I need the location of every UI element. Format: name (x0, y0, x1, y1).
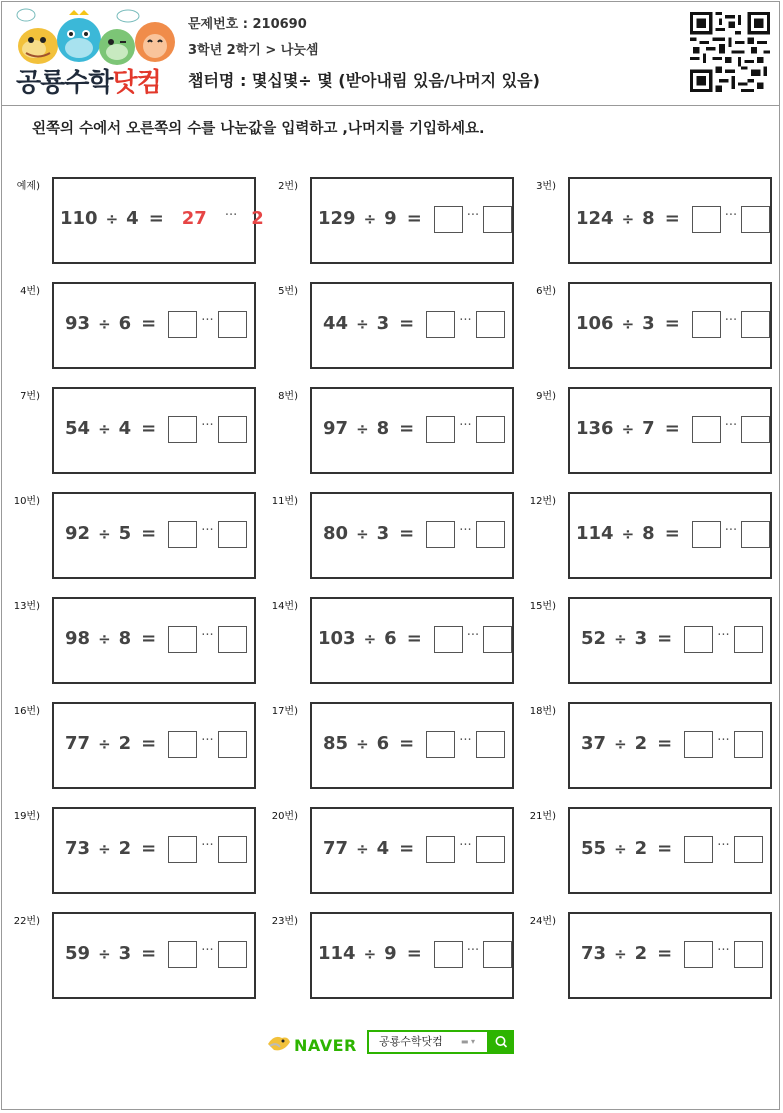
quotient-input[interactable] (692, 521, 721, 548)
problem-number: 22번) (13, 916, 40, 927)
site-logo[interactable] (12, 6, 175, 98)
problem-cell (271, 597, 538, 689)
dividend: 55 (581, 838, 607, 859)
quotient-input[interactable] (168, 311, 197, 338)
search-query: 공룡수학닷컴 (379, 1035, 443, 1048)
instruction-text: 왼쪽의 수에서 오른쪽의 수를 나눈값을 입력하고 ,나머지를 기입하세요. (32, 121, 485, 137)
problem-number: 12번) (529, 496, 556, 507)
division-equation (323, 833, 505, 865)
division-equation (323, 413, 505, 445)
problem-number: 7번) (20, 391, 40, 402)
quotient-answer: 27 (181, 208, 207, 229)
divisor: 4 (126, 208, 139, 229)
divide-sign: ÷ (614, 945, 627, 963)
division-equation (576, 413, 770, 445)
division-equation (323, 728, 505, 760)
remainder-input[interactable] (476, 731, 505, 758)
equals-sign: = (141, 418, 157, 439)
problem-cell (271, 702, 538, 794)
problem-number: 21번) (529, 811, 556, 822)
dividend: 77 (323, 838, 349, 859)
divisor: 2 (118, 838, 132, 859)
dividend: 54 (65, 418, 91, 439)
naver-bird-icon (266, 1032, 292, 1054)
dividend: 93 (65, 313, 91, 334)
remainder-input[interactable] (741, 206, 770, 233)
equals-sign: = (664, 523, 680, 544)
divide-sign: ÷ (621, 420, 635, 438)
divide-sign: ÷ (105, 210, 119, 228)
divisor: 2 (634, 943, 648, 964)
remainder-input[interactable] (218, 731, 247, 758)
problem-cell (20, 282, 280, 374)
divide-sign: ÷ (98, 840, 111, 858)
quotient-input[interactable] (434, 626, 463, 653)
remainder-separator: ··· (717, 733, 730, 748)
divisor: 2 (634, 838, 648, 859)
chapter-title: 챕터명 : 몇십몇÷ 몇 (받아내림 있음/나머지 있음) (188, 71, 540, 90)
search-icon (489, 1030, 514, 1054)
divisor: 8 (118, 628, 132, 649)
equals-sign: = (399, 838, 415, 859)
dividend: 136 (576, 418, 614, 439)
problem-cell (529, 492, 783, 584)
quotient-input[interactable] (426, 416, 455, 443)
divide-sign: ÷ (621, 210, 635, 228)
equals-sign: = (141, 523, 157, 544)
problem-cell (16, 177, 280, 269)
dividend: 103 (318, 628, 356, 649)
divisor: 9 (384, 208, 397, 229)
problem-number: 19번) (13, 811, 40, 822)
problem-cell (13, 597, 280, 689)
remainder-input[interactable] (218, 311, 247, 338)
brand-dark: 공룡수학 (16, 68, 113, 98)
problem-cell (271, 912, 538, 1004)
division-equation (65, 623, 247, 655)
remainder-input[interactable] (483, 941, 512, 968)
quotient-input[interactable] (692, 311, 721, 338)
remainder-separator: ··· (201, 838, 214, 853)
division-equation (318, 938, 512, 970)
divide-sign: ÷ (98, 945, 111, 963)
divisor: 9 (384, 943, 397, 964)
problem-cell (536, 177, 783, 269)
problem-cell (13, 807, 280, 899)
problem-cell (13, 492, 280, 584)
equals-sign: = (406, 208, 422, 229)
quotient-input[interactable] (684, 626, 713, 653)
division-equation (60, 203, 264, 235)
problem-cell (529, 912, 783, 1004)
problem-cell (278, 177, 538, 269)
dividend: 52 (581, 628, 607, 649)
dividend: 73 (581, 943, 607, 964)
equals-sign: = (657, 838, 673, 859)
remainder-separator: ··· (201, 628, 214, 643)
problem-number: 5번) (278, 286, 298, 297)
divide-sign: ÷ (98, 315, 111, 333)
quotient-input[interactable] (426, 731, 455, 758)
divisor: 2 (634, 733, 648, 754)
equals-sign: = (141, 838, 157, 859)
problem-number: 3번) (536, 181, 556, 192)
problem-number: 6번) (536, 286, 556, 297)
divisor: 3 (118, 943, 132, 964)
quotient-input[interactable] (692, 416, 721, 443)
qr-code-icon[interactable] (690, 12, 770, 92)
equals-sign: = (664, 418, 680, 439)
dividend: 77 (65, 733, 91, 754)
divide-sign: ÷ (98, 735, 111, 753)
remainder-input[interactable] (218, 416, 247, 443)
divide-sign: ÷ (98, 420, 111, 438)
remainder-separator: ··· (466, 943, 480, 958)
quotient-input[interactable] (168, 416, 197, 443)
equals-sign: = (657, 628, 673, 649)
brand-red: 닷컴 (112, 68, 161, 98)
divisor: 4 (376, 838, 390, 859)
remainder-input[interactable] (734, 626, 763, 653)
breadcrumb: 3학년 2학기 > 나눗셈 (188, 43, 319, 58)
divide-sign: ÷ (614, 630, 627, 648)
division-equation (318, 623, 512, 655)
divide-sign: ÷ (98, 630, 111, 648)
dividend: 114 (576, 523, 614, 544)
remainder-separator: ··· (717, 628, 730, 643)
dividend: 98 (65, 628, 91, 649)
brand-wordmark (16, 68, 161, 98)
problem-cell (13, 702, 280, 794)
remainder-separator: ··· (224, 208, 238, 223)
divisor: 8 (642, 523, 655, 544)
problem-number: 11번) (271, 496, 298, 507)
divide-sign: ÷ (356, 840, 369, 858)
problem-id: 문제번호 : 210690 (188, 17, 307, 32)
naver-search-input[interactable] (367, 1030, 489, 1054)
division-equation (65, 833, 247, 865)
equals-sign: = (148, 208, 164, 229)
remainder-input[interactable] (483, 206, 512, 233)
problem-cell (20, 387, 280, 479)
dividend: 124 (576, 208, 614, 229)
equals-sign: = (399, 733, 415, 754)
divide-sign: ÷ (98, 525, 111, 543)
divisor: 3 (376, 523, 390, 544)
dividend: 129 (318, 208, 356, 229)
problem-cell (271, 492, 538, 584)
remainder-input[interactable] (218, 521, 247, 548)
quotient-input[interactable] (692, 206, 721, 233)
remainder-separator: ··· (459, 523, 472, 538)
quotient-input[interactable] (168, 941, 197, 968)
remainder-separator: ··· (459, 313, 472, 328)
equals-sign: = (657, 943, 673, 964)
remainder-separator: ··· (201, 313, 214, 328)
division-equation (576, 308, 770, 340)
naver-logo[interactable] (266, 1032, 361, 1056)
divide-sign: ÷ (363, 630, 377, 648)
divisor: 6 (118, 313, 132, 334)
dividend: 80 (323, 523, 349, 544)
problem-cell (13, 912, 280, 1004)
divide-sign: ÷ (363, 210, 377, 228)
division-equation (581, 728, 763, 760)
problem-number: 8번) (278, 391, 298, 402)
divisor: 6 (376, 733, 390, 754)
remainder-input[interactable] (741, 521, 770, 548)
problem-number: 23번) (271, 916, 298, 927)
problem-cell (536, 282, 783, 374)
division-equation (576, 518, 770, 550)
quotient-input[interactable] (434, 206, 463, 233)
divide-sign: ÷ (356, 420, 369, 438)
dividend: 114 (318, 943, 356, 964)
naver-search-button[interactable] (489, 1030, 514, 1054)
remainder-input[interactable] (218, 626, 247, 653)
divide-sign: ÷ (614, 735, 627, 753)
dividend: 97 (323, 418, 349, 439)
division-equation (318, 203, 512, 235)
equals-sign: = (399, 523, 415, 544)
quotient-input[interactable] (426, 521, 455, 548)
quotient-input[interactable] (684, 836, 713, 863)
quotient-input[interactable] (426, 311, 455, 338)
equals-sign: = (664, 208, 680, 229)
divisor: 3 (642, 313, 655, 334)
problem-cell (529, 807, 783, 899)
remainder-input[interactable] (734, 836, 763, 863)
remainder-input[interactable] (483, 626, 512, 653)
problem-number: 16번) (13, 706, 40, 717)
dividend: 110 (60, 208, 98, 229)
problem-number: 10번) (13, 496, 40, 507)
remainder-input[interactable] (476, 311, 505, 338)
quotient-input[interactable] (168, 521, 197, 548)
divisor: 2 (118, 733, 132, 754)
divide-sign: ÷ (621, 525, 635, 543)
division-equation (323, 308, 505, 340)
remainder-input[interactable] (741, 416, 770, 443)
equals-sign: = (399, 418, 415, 439)
quotient-input[interactable] (168, 626, 197, 653)
divisor: 8 (376, 418, 390, 439)
divide-sign: ÷ (621, 315, 635, 333)
quotient-input[interactable] (434, 941, 463, 968)
divide-sign: ÷ (614, 840, 627, 858)
division-equation (65, 413, 247, 445)
remainder-separator: ··· (717, 838, 730, 853)
divisor: 4 (118, 418, 132, 439)
dividend: 92 (65, 523, 91, 544)
divisor: 5 (118, 523, 132, 544)
divisor: 7 (642, 418, 655, 439)
problem-number: 18번) (529, 706, 556, 717)
problem-number: 24번) (529, 916, 556, 927)
equals-sign: = (141, 733, 157, 754)
naver-wordmark: NAVER (294, 1036, 357, 1055)
dividend: 37 (581, 733, 607, 754)
keyboard-icon[interactable]: ▬ ▾ (460, 1037, 475, 1046)
remainder-input[interactable] (741, 311, 770, 338)
equals-sign: = (141, 628, 157, 649)
problem-number: 9번) (536, 391, 556, 402)
remainder-input[interactable] (476, 521, 505, 548)
remainder-separator: ··· (724, 313, 738, 328)
header-divider (2, 105, 779, 106)
divide-sign: ÷ (363, 945, 377, 963)
problem-number: 20번) (271, 811, 298, 822)
remainder-input[interactable] (218, 836, 247, 863)
naver-search-widget (266, 1030, 514, 1056)
remainder-separator: ··· (466, 628, 480, 643)
equals-sign: = (406, 628, 422, 649)
division-equation (581, 833, 763, 865)
remainder-separator: ··· (201, 523, 214, 538)
division-equation (65, 938, 247, 970)
equals-sign: = (406, 943, 422, 964)
remainder-answer: 2 (251, 208, 264, 229)
dividend: 106 (576, 313, 614, 334)
equals-sign: = (141, 943, 157, 964)
dividend: 85 (323, 733, 349, 754)
remainder-separator: ··· (201, 943, 214, 958)
divide-sign: ÷ (356, 525, 369, 543)
remainder-input[interactable] (476, 416, 505, 443)
quotient-input[interactable] (426, 836, 455, 863)
quotient-input[interactable] (684, 941, 713, 968)
dividend: 59 (65, 943, 91, 964)
problem-cell (278, 387, 538, 479)
remainder-separator: ··· (459, 838, 472, 853)
remainder-input[interactable] (734, 941, 763, 968)
problem-cell (529, 597, 783, 689)
problem-number: 17번) (271, 706, 298, 717)
problem-cell (278, 282, 538, 374)
equals-sign: = (664, 313, 680, 334)
problem-cell (536, 387, 783, 479)
remainder-separator: ··· (459, 418, 472, 433)
division-equation (65, 518, 247, 550)
problem-number: 13번) (13, 601, 40, 612)
problem-number: 4번) (20, 286, 40, 297)
problem-number: 예제) (16, 181, 40, 192)
equals-sign: = (141, 313, 157, 334)
divide-sign: ÷ (356, 315, 369, 333)
problem-number: 14번) (271, 601, 298, 612)
division-equation (581, 623, 763, 655)
divisor: 3 (376, 313, 390, 334)
remainder-separator: ··· (724, 208, 738, 223)
dividend: 73 (65, 838, 91, 859)
quotient-input[interactable] (168, 731, 197, 758)
problem-cell (529, 702, 783, 794)
divisor: 3 (634, 628, 648, 649)
division-equation (576, 203, 770, 235)
divisor: 8 (642, 208, 655, 229)
dinosaur-mascots-icon (12, 6, 175, 68)
problem-number: 15번) (529, 601, 556, 612)
remainder-separator: ··· (201, 418, 214, 433)
remainder-input[interactable] (734, 731, 763, 758)
remainder-separator: ··· (717, 943, 730, 958)
problem-cell (271, 807, 538, 899)
remainder-input[interactable] (476, 836, 505, 863)
equals-sign: = (399, 313, 415, 334)
remainder-separator: ··· (724, 418, 738, 433)
divisor: 6 (384, 628, 397, 649)
problem-number: 2번) (278, 181, 298, 192)
remainder-separator: ··· (724, 523, 738, 538)
remainder-separator: ··· (201, 733, 214, 748)
remainder-separator: ··· (466, 208, 480, 223)
division-equation (65, 728, 247, 760)
quotient-input[interactable] (684, 731, 713, 758)
division-equation (323, 518, 505, 550)
remainder-separator: ··· (459, 733, 472, 748)
divide-sign: ÷ (356, 735, 369, 753)
dividend: 44 (323, 313, 349, 334)
division-equation (581, 938, 763, 970)
division-equation (65, 308, 247, 340)
quotient-input[interactable] (168, 836, 197, 863)
equals-sign: = (657, 733, 673, 754)
remainder-input[interactable] (218, 941, 247, 968)
